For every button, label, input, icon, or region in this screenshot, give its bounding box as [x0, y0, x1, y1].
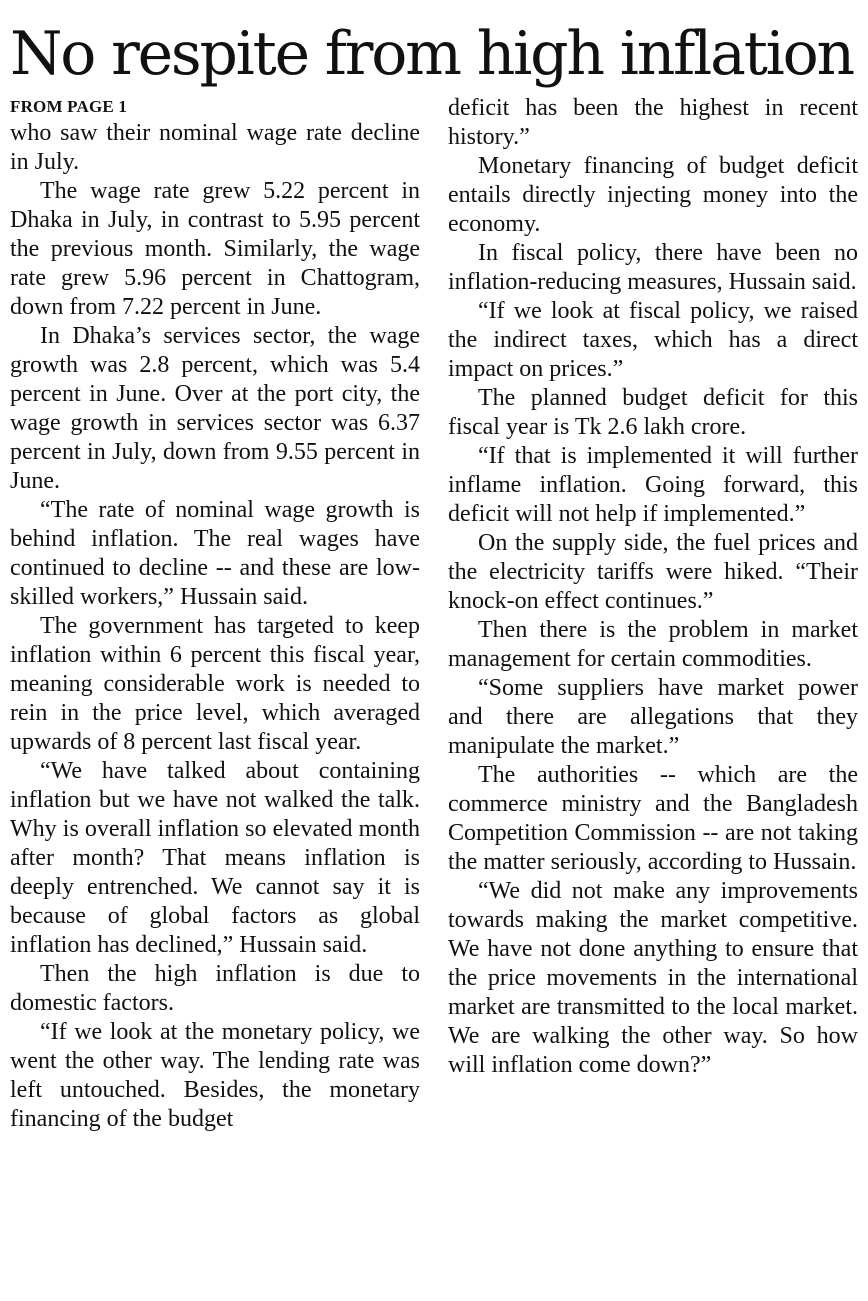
paragraph: deficit has been the highest in recent history.” [448, 95, 858, 150]
paragraph: “If we look at fiscal policy, we raised the indirect taxes, which has a direct impact on prices.” [448, 298, 858, 382]
paragraph: “We have talked about containing inflation but we have not walked the talk. Why is overall inflation so elevated month after month? That means inflation is deeply entrenched. We cannot say it is because of global factors as global inflation has declined,” Hussain said. [10, 758, 420, 958]
paragraph: Then the high inflation is due to domestic factors. [10, 961, 420, 1016]
paragraph: In Dhaka’s services sector, the wage growth was 2.8 percent, which was 5.4 percent in June. Over at the port city, the wage growth in services sector was 6.37 percent in July, down from 9.55 percent in June. [10, 323, 420, 494]
paragraph: In fiscal policy, there have been no inflation-reducing measures, Hussain said. [448, 240, 858, 295]
left-column [10, 94, 420, 1134]
paragraph: The government has targeted to keep inflation within 6 percent this fiscal year, meaning considerable work is needed to rein in the price level, which averaged upwards of 8 percent last fiscal year. [10, 613, 420, 755]
right-column [448, 94, 858, 1080]
headline: No respite from high inflation [10, 19, 853, 89]
paragraph: Monetary financing of budget deficit entails directly injecting money into the economy. [448, 153, 858, 237]
paragraph: The planned budget deficit for this fiscal year is Tk 2.6 lakh crore. [448, 385, 858, 440]
paragraph: who saw their nominal wage rate decline in July. [10, 120, 420, 175]
paragraph: “Some suppliers have market power and there are allegations that they manipulate the market.” [448, 675, 858, 759]
jump-line: FROM PAGE 1 [10, 97, 128, 116]
paragraph: The authorities -- which are the commerce ministry and the Bangladesh Competition Commission -- are not taking the matter seriously, according to Hussain. [448, 762, 858, 875]
paragraph: “If we look at the monetary policy, we went the other way. The lending rate was left untouched. Besides, the monetary financing of the budget [10, 1019, 420, 1132]
paragraph: On the supply side, the fuel prices and the electricity tariffs were hiked. “Their knock-on effect continues.” [448, 530, 858, 614]
paragraph: “We did not make any improvements towards making the market competitive. We have not done anything to ensure that the price movements in the international market are transmitted to the local market. We are walking the other way. So how will inflation come down?” [448, 878, 858, 1078]
paragraph: The wage rate grew 5.22 percent in Dhaka in July, in contrast to 5.95 percent the previous month. Similarly, the wage rate grew 5.96 percent in Chattogram, down from 7.22 percent in June. [10, 178, 420, 320]
paragraph: Then there is the problem in market management for certain commodities. [448, 617, 858, 672]
paragraph: “If that is implemented it will further inflame inflation. Going forward, this deficit will not help if implemented.” [448, 443, 858, 527]
paragraph: “The rate of nominal wage growth is behind inflation. The real wages have continued to decline -- and these are low-skilled workers,” Hussain said. [10, 497, 420, 610]
